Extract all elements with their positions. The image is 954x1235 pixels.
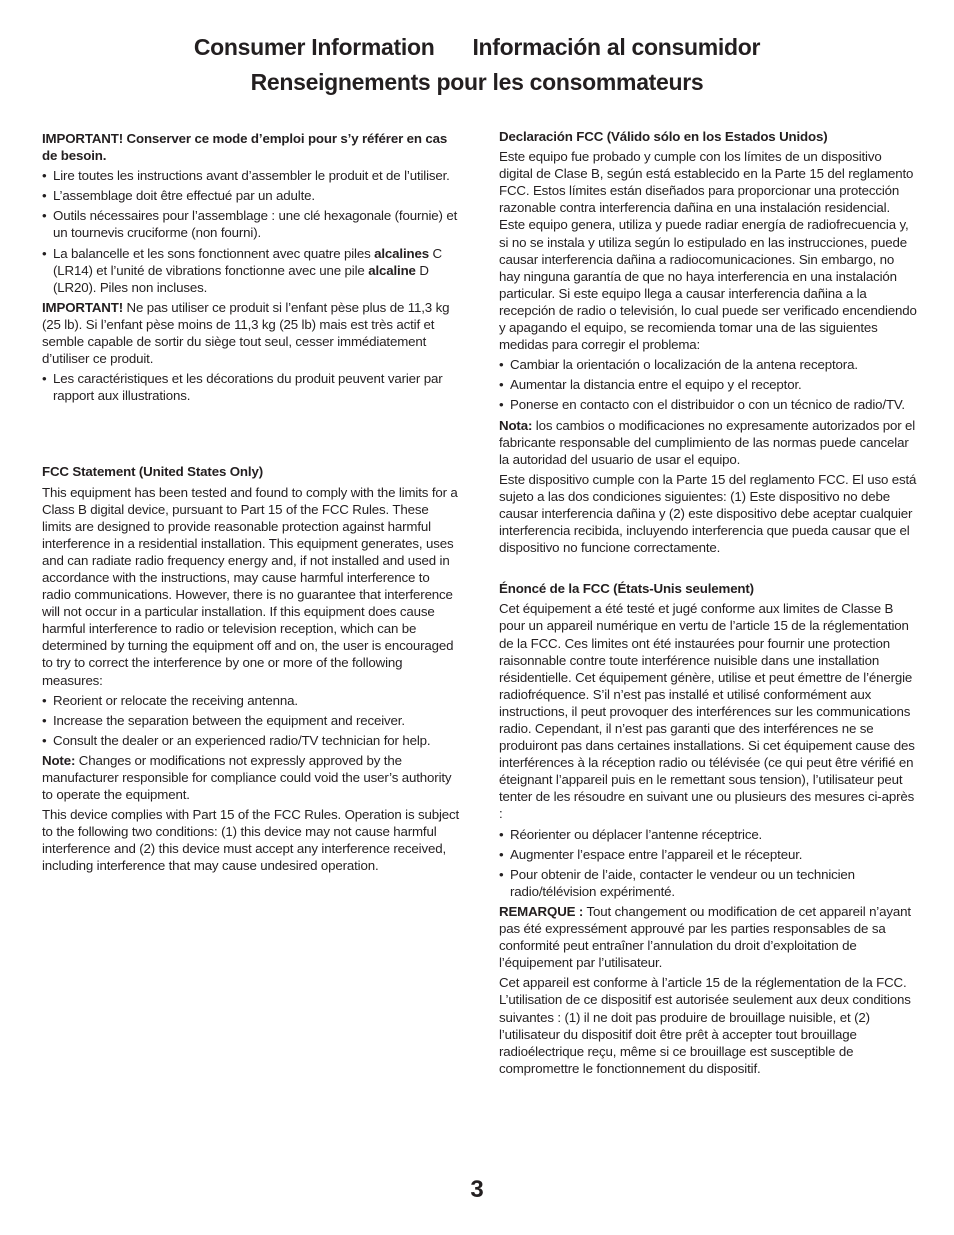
fcc-body-spanish: Este equipo fue probado y cumple con los límites de un dispositivo digital de Clase B, según está establecido en la Parte 15 del reglamento FCC. Estos límites están diseñados para proporcionar una protección razonable contra interferencia dañina en una instalación residencial. Este equipo genera, utiliza y puede radiar energía de radiofrecuencia y, si no se instala y utiliza según lo estipulado en las instrucciones, puede causar interferencia dañina a radiocomunicaciones. Sin embargo, no hay ninguna garantía de que no haya interferencia en una instalación particular. Si este equipo llega a causar interferencia dañina a la recepción de radio o televisión, lo cual puede ser verificado encendiendo y apagando el equipo, se recomienda tomar una de las siguientes medidas para corregir el problema: bbox=[499, 149, 917, 353]
list-item: • Aumentar la distancia entre el equipo y el receptor. bbox=[499, 376, 917, 393]
note-label: REMARQUE : bbox=[499, 903, 584, 919]
list-item: • Increase the separation between the equipment and receiver. bbox=[42, 712, 460, 729]
variation-bullet-list bbox=[42, 370, 460, 404]
fcc-compliance-english: This device complies with Part 15 of the FCC Rules. Operation is subject to the following two conditions: (1) this device may not cause harmful interference and (2) this device must accept any interference received, including interference that may cause undesired operation. bbox=[42, 807, 460, 874]
title-english: Consumer Information bbox=[193, 34, 435, 60]
title-spanish: Información al consumidor bbox=[472, 34, 761, 60]
fcc-bullet-list-spanish bbox=[499, 356, 917, 413]
weight-warning-text: Ne pas utiliser ce produit si l’enfant pèse plus de 11,3 kg (25 lb). Si l’enfant pèse moins de 11,3 kg (25 lb) mais est très actif et semble capable de sortir du siège tout seul, cesser immédiatement d’utiliser ce produit. bbox=[42, 299, 450, 367]
note-label: Note: bbox=[42, 752, 76, 768]
fcc-bullet-list-english bbox=[42, 692, 460, 749]
list-item: • L’assemblage doit être effectué par un adulte. bbox=[42, 187, 460, 204]
fcc-heading-french: Énoncé de la FCC (États-Unis seulement) bbox=[499, 581, 754, 597]
battery-alkaline-2: alcaline bbox=[368, 262, 416, 278]
note-text: Tout changement ou modification de cet appareil n’ayant pas été expressément approuvé par les parties responsables de sa conformité peut entraîner l’annulation du droit d’exploitation de l’équipement par l’utilisateur. bbox=[499, 903, 911, 971]
note-text: Changes or modifications not expressly approved by the manufacturer responsible for compliance could void the user’s authority to operate the equipment. bbox=[42, 752, 452, 803]
list-item: • Augmenter l’espace entre l’appareil et le récepteur. bbox=[499, 846, 917, 863]
fcc-heading-english: FCC Statement (United States Only) bbox=[42, 464, 263, 480]
battery-alkaline-1: alcalines bbox=[374, 245, 429, 261]
fcc-compliance-french: Cet appareil est conforme à l’article 15 de la réglementation de la FCC. L’utilisation de ce dispositif est autorisée seulement aux deux conditions suivantes : (1) il ne doit pas produire de brouillage nuisible, et (2) l’utilisateur du dispositif doit être prêt à accepter tout brouillage radioélectrique reçu, même si ce brouillage est susceptible de compromettre le fonctionnement du dispositif. bbox=[499, 975, 911, 1076]
fcc-note-spanish bbox=[499, 417, 917, 468]
list-item: • Lire toutes les instructions avant d’assembler le produit et de l’utiliser. bbox=[42, 167, 460, 184]
weight-warning-label: IMPORTANT! bbox=[42, 299, 123, 315]
important-heading: IMPORTANT! Conserver ce mode d’emploi pour s’y référer en cas de besoin. bbox=[42, 131, 448, 164]
battery-info-item bbox=[42, 245, 460, 296]
page-header bbox=[0, 30, 954, 100]
list-item: • Reorient or relocate the receiving antenna. bbox=[42, 692, 460, 709]
list-item: • Réorienter ou déplacer l’antenne réceptrice. bbox=[499, 826, 917, 843]
left-column bbox=[42, 130, 460, 878]
list-item: • Les caractéristiques et les décorations du produit peuvent varier par rapport aux illustrations. bbox=[42, 370, 460, 404]
title-french: Renseignements pour les consommateurs bbox=[250, 69, 704, 95]
fcc-note-french bbox=[499, 903, 917, 971]
list-item: • Pour obtenir de l’aide, contacter le vendeur ou un technicien radio/télévision expérimenté. bbox=[499, 866, 917, 900]
list-item: • Outils nécessaires pour l’assemblage : une clé hexagonale (fournie) et un tournevis cruciforme (non fourni). bbox=[42, 207, 460, 241]
fcc-body-french: Cet équipement a été testé et jugé conforme aux limites de Classe B pour un appareil numérique en vertu de l’article 15 de la réglementation de la FCC. Ces limites ont été instaurées pour fournir une protection raisonnable contre toute interférence nuisible dans une installation résidentielle. Cet équipement génère, utilise et peut émettre de l’énergie radiofréquence. S’il n’est pas installé et utilisé conformément aux instructions, il peut provoquer des interférences sur les communications radio. Cependant, il n’est pas garanti que des interférences ne se produiront pas dans certaines installations. Si cet équipement cause des interférences à la réception radio ou télévisée (ce qui peut être vérifié en éteignant l’appareil puis en le remettant sous tension), l’utilisateur peut tenter de les résoudre en suivant une ou plusieurs des mesures ci-après : bbox=[499, 601, 915, 822]
weight-warning bbox=[42, 299, 460, 367]
page-number: 3 bbox=[470, 1176, 484, 1203]
right-column bbox=[499, 128, 917, 1080]
battery-text-3: D (LR20). Piles non incluses. bbox=[53, 262, 429, 295]
list-item: • Consult the dealer or an experienced radio/TV technician for help. bbox=[42, 732, 460, 749]
fcc-note-english bbox=[42, 752, 460, 803]
fcc-compliance-spanish: Este dispositivo cumple con la Parte 15 del reglamento FCC. El uso está sujeto a las dos condiciones siguientes: (1) Este dispositivo no debe causar interferencia dañina y (2) este dispositivo debe aceptar cualquier interferencia recibida, incluyendo interferencia que pueda causar que el dispositivo no funcione correctamente. bbox=[499, 471, 917, 556]
title-line-1 bbox=[0, 30, 954, 65]
note-text: los cambios o modificaciones no expresamente autorizados por el fabricante responsable del cumplimiento de las normas puede cancelar la autoridad del usuario de usar el equipo. bbox=[499, 417, 916, 467]
fcc-body-english: This equipment has been tested and found to comply with the limits for a Class B digital device, pursuant to Part 15 of the FCC Rules. These limits are designed to provide reasonable protection against harmful interference in a residential installation. This equipment generates, uses and can radiate radio frequency energy and, if not installed and used in accordance with the instructions, may cause harmful interference to radio communications. However, there is no guarantee that interference will not occur in a particular installation. If this equipment does cause harmful interference to radio or television reception, which can be determined by turning the equipment off and on, the user is encouraged to try to correct the interference by one or more of the following measures: bbox=[42, 484, 458, 688]
fcc-bullet-list-french bbox=[499, 826, 917, 900]
list-item: • Cambiar la orientación o localización de la antena receptora. bbox=[499, 356, 917, 373]
note-label: Nota: bbox=[499, 417, 533, 433]
list-item: • Ponerse en contacto con el distribuidor o con un técnico de radio/TV. bbox=[499, 396, 917, 413]
safety-bullet-list bbox=[42, 167, 460, 296]
battery-text-1: La balancelle et les sons fonctionnent avec quatre piles bbox=[53, 245, 375, 261]
fcc-heading-spanish: Declaración FCC (Válido sólo en los Estados Unidos) bbox=[499, 129, 828, 144]
battery-text-2: C (LR14) et l’unité de vibrations fonctionne avec une pile bbox=[53, 245, 442, 278]
